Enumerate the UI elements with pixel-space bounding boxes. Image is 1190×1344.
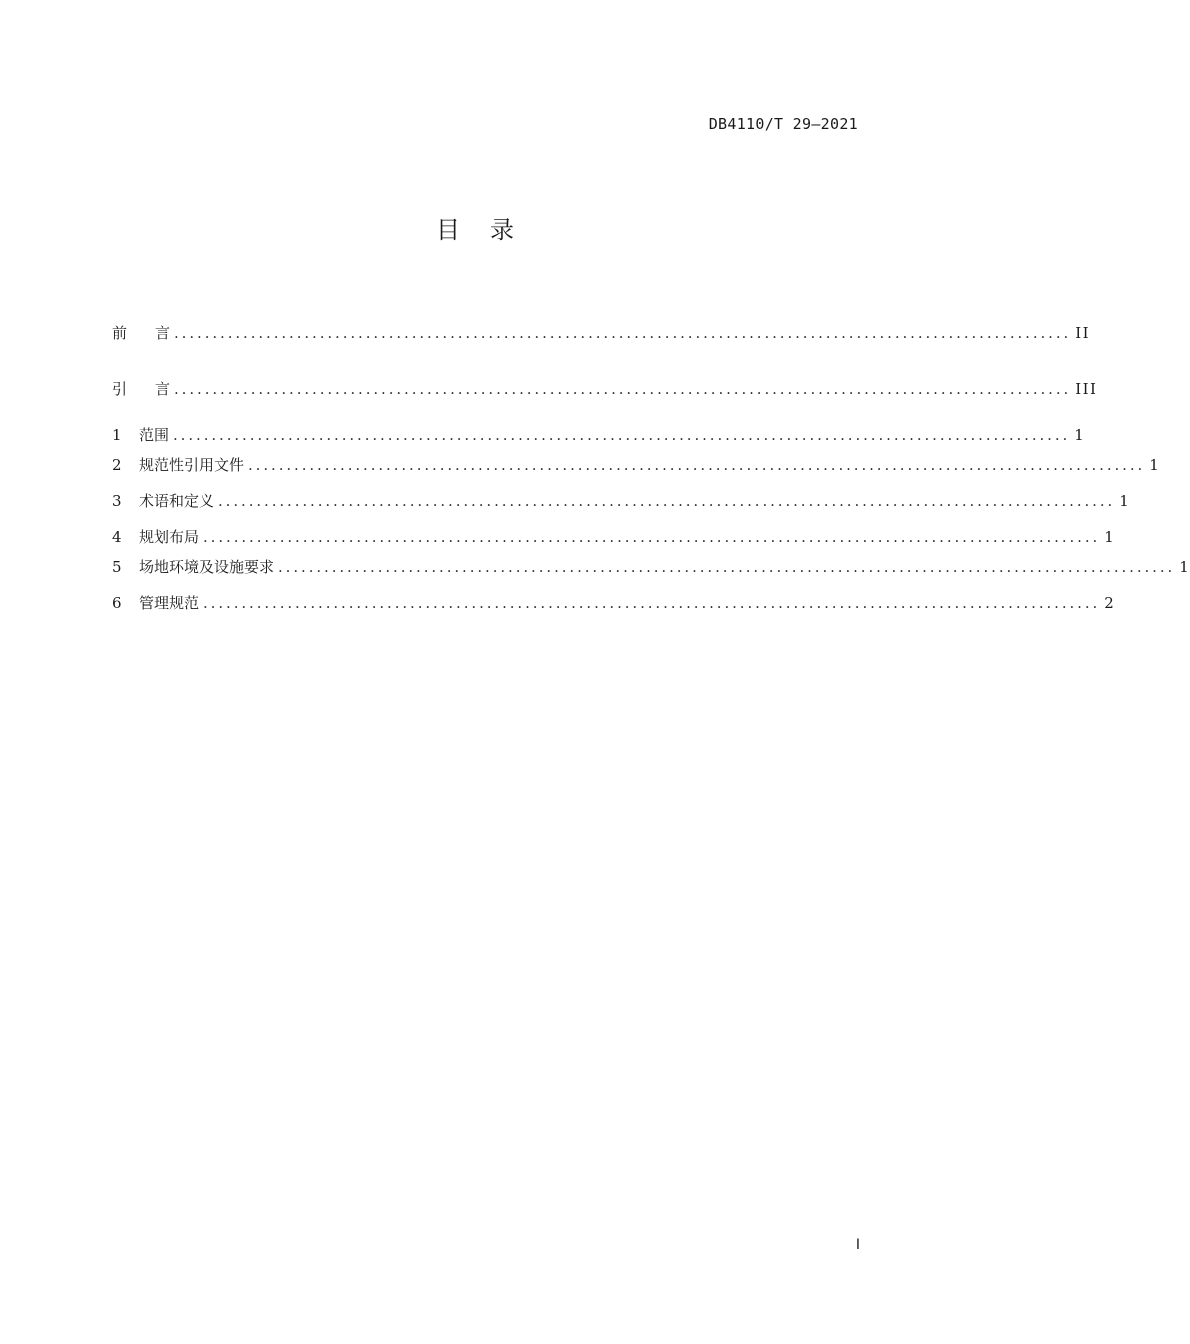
toc-entry-label: 场地环境及设施要求	[139, 558, 275, 576]
toc-entry-5[interactable]	[112, 557, 1190, 577]
toc-entry-label: 管理规范	[139, 594, 200, 612]
toc-entry-label: 范围	[139, 426, 170, 444]
toc-entry-number: 3	[112, 492, 122, 510]
toc-entry-number: 6	[112, 594, 122, 612]
toc-entry-4[interactable]	[112, 527, 1116, 547]
toc-leader-dots: .....................................................................................................................	[174, 380, 1072, 398]
toc-entry-label: 前言	[112, 324, 199, 342]
toc-leader-dots: .....................................................................................................................	[174, 324, 1072, 342]
toc-entry-label: 规划布局	[139, 528, 200, 546]
toc-leader-dots: .....................................................................................................................	[203, 594, 1101, 612]
toc-entry-introduction[interactable]	[112, 379, 1098, 399]
page-number: I	[855, 1237, 860, 1253]
toc-entry-page: 2	[1104, 594, 1116, 612]
toc-entry-2[interactable]	[112, 455, 1161, 475]
toc-entry-label: 规范性引用文件	[139, 456, 245, 474]
toc-leader-dots: .....................................................................................................................	[203, 528, 1101, 546]
toc-entry-page: 1	[1179, 558, 1190, 576]
page-title: 目录	[436, 216, 544, 244]
toc-leader-dots: .....................................................................................................................	[278, 558, 1176, 576]
toc-entry-number: 1	[112, 426, 122, 444]
document-code: DB4110/T 29—2021	[708, 115, 858, 133]
toc-entry-number: 2	[112, 456, 122, 474]
toc-entry-3[interactable]	[112, 491, 1131, 511]
toc-entry-label: 术语和定义	[139, 492, 215, 510]
toc-entry-number: 4	[112, 528, 122, 546]
toc-entry-label: 引言	[112, 380, 199, 398]
toc-entry-page: 1	[1074, 426, 1086, 444]
toc-entry-page: 1	[1149, 456, 1161, 474]
toc-leader-dots: .....................................................................................................................	[218, 492, 1116, 510]
toc-leader-dots: .....................................................................................................................	[248, 456, 1146, 474]
toc-leader-dots: .....................................................................................................................	[173, 426, 1071, 444]
toc-entry-page: III	[1075, 380, 1098, 398]
toc-entry-page: 1	[1104, 528, 1116, 546]
toc-entry-page: II	[1075, 324, 1091, 342]
toc-entry-6[interactable]	[112, 593, 1116, 613]
toc-entry-number: 5	[112, 558, 122, 576]
toc-entry-1[interactable]	[112, 425, 1086, 445]
toc-entry-page: 1	[1119, 492, 1131, 510]
toc-entry-foreword[interactable]	[112, 323, 1091, 343]
